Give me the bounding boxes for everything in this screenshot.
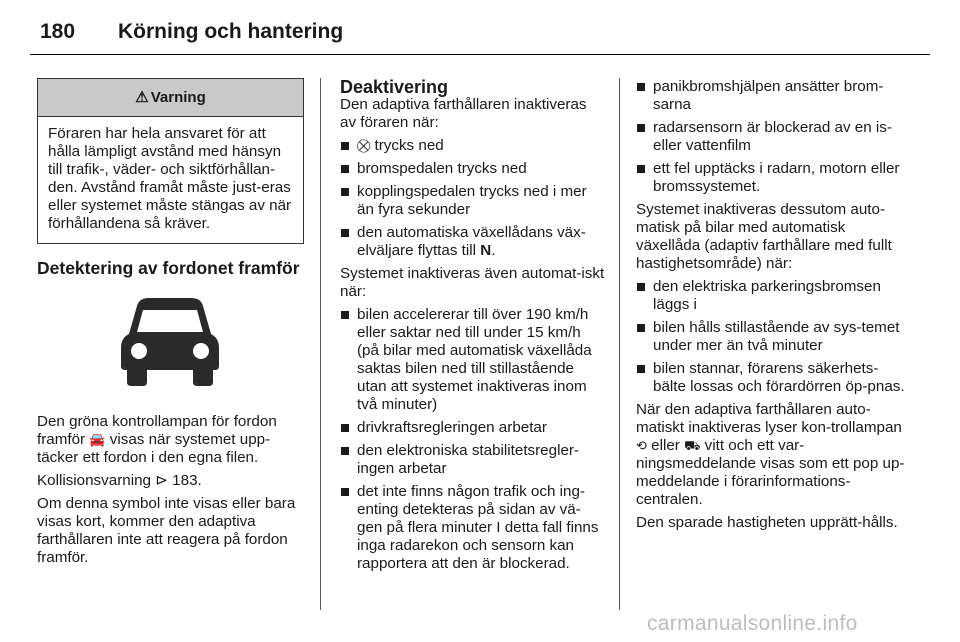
warning-title: Varning: [150, 88, 206, 106]
column-right: [636, 78, 906, 537]
cruise-control-button-icon: ⛒: [357, 138, 371, 153]
vehicle-ahead-icon: [115, 296, 225, 388]
list-item: ett fel upptäcks i radarn, motorn eller bromssystemet.: [636, 160, 906, 196]
list-item: den automatiska växellådans väx-elväljare flyttas till N.: [340, 224, 606, 260]
warning-header: [38, 79, 303, 117]
paragraph-stored-speed: Den sparade hastigheten upprätt-hålls.: [636, 514, 898, 531]
page-number: 180: [40, 20, 76, 43]
list-item: bilen hålls stillastående av sys-temet under mer än två minuter: [636, 319, 906, 355]
page-header: [0, 0, 960, 50]
warning-triangle-icon: ⚠: [135, 88, 149, 106]
column-middle: [340, 78, 606, 578]
section-heading: Detektering av fordonet framför: [37, 258, 300, 278]
page-ref-arrow-icon: ⊳: [155, 472, 168, 489]
list-item: bromspedalen trycks ned: [340, 160, 606, 178]
list-item: det inte finns någon trafik och ing-enting detekteras på sidan av vä-gen på flera minuter I detta fall finns inga radarekon och sensorn kan rapportera att den är blockerad.: [340, 483, 606, 573]
list-item: bilen stannar, förarens säkerhets-bälte lossas och förardörren öp-pnas.: [636, 360, 906, 396]
paragraph-indicator: Den gröna kontrollampan för fordon framför 🚘 visas när systemet upp-täcker ett fordon i den egna filen.: [37, 413, 277, 466]
vehicle-ahead-figure: [37, 287, 302, 397]
chapter-title: Körning och hantering: [118, 20, 344, 43]
paragraph-collision-ref: Kollisionsvarning ⊳ 183.: [37, 472, 202, 489]
list-item: radarsensorn är blockerad av en is- eller vattenfilm: [636, 119, 906, 155]
adaptive-cruise-light-icon: ⛟: [684, 438, 701, 453]
paragraph-warning-light: När den adaptiva farthållaren auto-matiskt inaktiveras lyser kon-trollampan ⟲ eller ⛟ vitt och ett var-ningsmeddelande visas som ett pop up-meddelande i förarinformations-centralen.: [636, 401, 905, 508]
column-divider-2: [619, 78, 620, 610]
list-item: ⛒ trycks ned: [340, 137, 606, 155]
list-item: drivkraftsregleringen arbetar: [340, 419, 606, 437]
list-item: den elektroniska stabilitetsregler-ingen arbetar: [340, 442, 606, 478]
paragraph-auto-inactivation: Systemet inaktiveras dessutom auto-matisk på bilar med automatisk växellåda (adaptiv farthållare med fullt hastighetsområde) när:: [636, 201, 892, 272]
column-left: [37, 78, 305, 572]
paragraph-auto: Systemet inaktiveras även automat-iskt när:: [340, 265, 605, 300]
heading-deactivation: Deaktivering: [340, 77, 449, 97]
list-item: kopplingspedalen trycks ned i mer än fyra sekunder: [340, 183, 606, 219]
paragraph-symbol-note: Om denna symbol inte visas eller bara visas kort, kommer den adaptiva farthållaren inte att reagera på fordon framför.: [37, 495, 296, 566]
watermark: carmanualsonline.info: [647, 612, 858, 635]
paragraph-intro: Den adaptiva farthållaren inaktiveras av föraren när:: [340, 96, 587, 131]
list-item: bilen accelererar till över 190 km/h eller saktar ned till under 15 km/h (på bilar med automatisk växellåda saktas bilen ned till stillastående utan att systemet inaktiveras inom två minuter): [340, 306, 606, 414]
list-item: panikbromshjälpen ansätter brom-sarna: [636, 78, 906, 114]
list-item: den elektriska parkeringsbromsen läggs i: [636, 278, 906, 314]
cruise-control-light-icon: ⟲: [636, 438, 647, 453]
warning-box: [37, 78, 304, 244]
vehicle-ahead-small-icon: 🚘: [89, 432, 106, 447]
column-divider-1: [320, 78, 321, 610]
warning-text: Föraren har hela ansvaret för att hålla lämpligt avstånd med hänsyn till trafik-, väder- och siktförhållan-den. Avstånd framåt måste just-eras eller systemet måste stängas av när förhållandena så kräver.: [48, 125, 292, 232]
header-rule: [30, 54, 930, 55]
